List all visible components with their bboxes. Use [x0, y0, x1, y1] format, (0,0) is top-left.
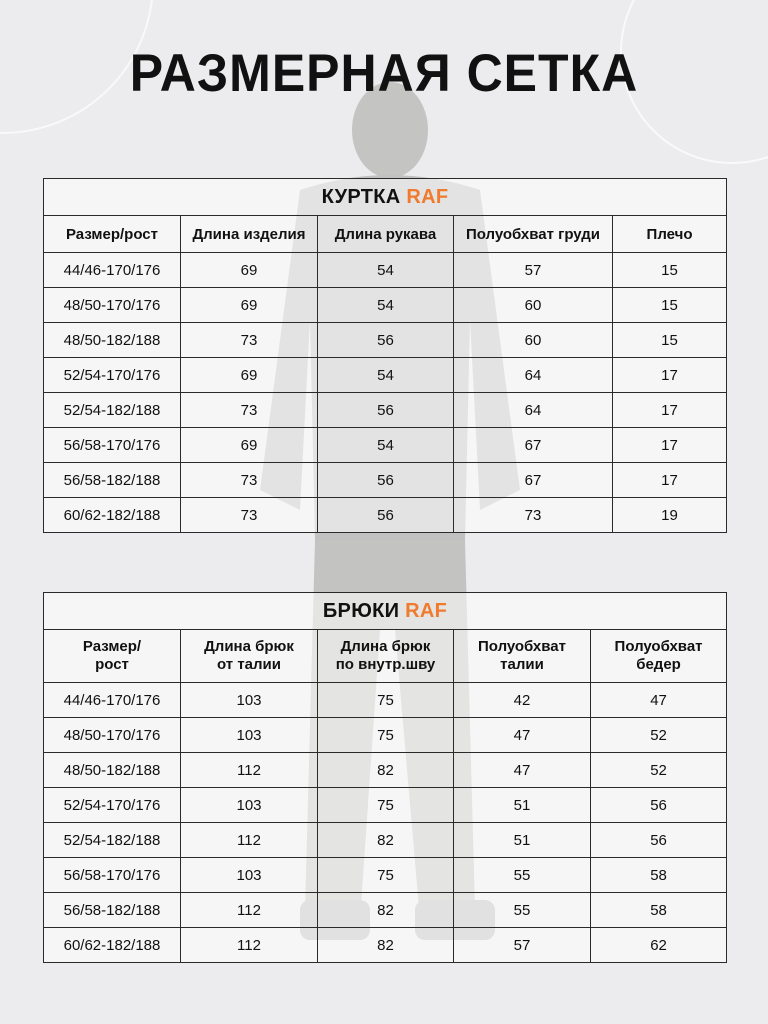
brand-name: RAF — [406, 185, 449, 208]
column-header: Размер/ рост — [44, 630, 181, 683]
pants-table-title — [44, 593, 727, 630]
table-caption-row — [44, 593, 727, 630]
table-row — [44, 928, 727, 963]
table-cell: 103 — [181, 718, 318, 753]
table-cell: 82 — [318, 823, 454, 858]
pants-size-table — [43, 592, 727, 963]
table-cell: 54 — [318, 428, 454, 463]
table-header-row — [44, 216, 727, 253]
table-cell: 64 — [454, 358, 613, 393]
table-cell: 69 — [181, 428, 318, 463]
table-cell: 82 — [318, 928, 454, 963]
table-cell: 73 — [181, 463, 318, 498]
jacket-table-title — [44, 179, 727, 216]
product-name: БРЮКИ — [322, 599, 400, 622]
table-cell: 69 — [181, 253, 318, 288]
table-cell: 54 — [318, 253, 454, 288]
table-cell: 60 — [454, 288, 613, 323]
table-cell: 52/54-170/176 — [44, 788, 181, 823]
table-cell: 75 — [318, 858, 454, 893]
table-cell: 48/50-170/176 — [44, 718, 181, 753]
table-row — [44, 788, 727, 823]
table-cell: 62 — [591, 928, 727, 963]
table-row — [44, 753, 727, 788]
table-cell: 56/58-170/176 — [44, 858, 181, 893]
table-cell: 56 — [591, 823, 727, 858]
table-cell: 55 — [454, 893, 591, 928]
table-cell: 57 — [454, 253, 613, 288]
table-cell: 47 — [454, 753, 591, 788]
table-cell: 75 — [318, 718, 454, 753]
table-cell: 55 — [454, 858, 591, 893]
table-cell: 56/58-170/176 — [44, 428, 181, 463]
table-cell: 57 — [454, 928, 591, 963]
table-cell: 44/46-170/176 — [44, 253, 181, 288]
table-cell: 56 — [318, 323, 454, 358]
table-cell: 103 — [181, 683, 318, 718]
table-cell: 73 — [181, 323, 318, 358]
table-row — [44, 718, 727, 753]
table-cell: 19 — [613, 498, 727, 533]
table-row — [44, 358, 727, 393]
table-cell: 15 — [613, 323, 727, 358]
table-cell: 60/62-182/188 — [44, 928, 181, 963]
column-header: Плечо — [613, 216, 727, 253]
table-cell: 56 — [591, 788, 727, 823]
table-cell: 47 — [454, 718, 591, 753]
table-cell: 112 — [181, 823, 318, 858]
table-cell: 75 — [318, 683, 454, 718]
table-cell: 60/62-182/188 — [44, 498, 181, 533]
table-cell: 54 — [318, 288, 454, 323]
table-cell: 103 — [181, 858, 318, 893]
table-cell: 73 — [181, 393, 318, 428]
table-row — [44, 463, 727, 498]
table-cell: 73 — [181, 498, 318, 533]
product-name: КУРТКА — [321, 185, 401, 208]
table-cell: 48/50-182/188 — [44, 323, 181, 358]
table-cell: 82 — [318, 753, 454, 788]
table-row — [44, 893, 727, 928]
table-cell: 52/54-170/176 — [44, 358, 181, 393]
column-header: Длина рукава — [318, 216, 454, 253]
table-row — [44, 323, 727, 358]
table-row — [44, 823, 727, 858]
table-cell: 56 — [318, 463, 454, 498]
column-header: Размер/рост — [44, 216, 181, 253]
table-cell: 47 — [591, 683, 727, 718]
table-row — [44, 858, 727, 893]
table-cell: 42 — [454, 683, 591, 718]
table-cell: 82 — [318, 893, 454, 928]
page-title: РАЗМЕРНАЯ СЕТКА — [129, 43, 639, 103]
table-cell: 54 — [318, 358, 454, 393]
table-header-row — [44, 630, 727, 683]
table-cell: 52 — [591, 718, 727, 753]
table-cell: 48/50-182/188 — [44, 753, 181, 788]
column-header: Полуобхват груди — [454, 216, 613, 253]
table-row — [44, 253, 727, 288]
table-cell: 69 — [181, 358, 318, 393]
table-cell: 75 — [318, 788, 454, 823]
table-cell: 56/58-182/188 — [44, 463, 181, 498]
column-header: Полуобхват талии — [454, 630, 591, 683]
table-row — [44, 683, 727, 718]
table-cell: 51 — [454, 788, 591, 823]
table-cell: 51 — [454, 823, 591, 858]
column-header: Длина брюк по внутр.шву — [318, 630, 454, 683]
table-cell: 15 — [613, 288, 727, 323]
table-cell: 52 — [591, 753, 727, 788]
table-cell: 17 — [613, 393, 727, 428]
table-cell: 56/58-182/188 — [44, 893, 181, 928]
table-cell: 17 — [613, 463, 727, 498]
table-cell: 58 — [591, 858, 727, 893]
table-cell: 112 — [181, 753, 318, 788]
table-cell: 52/54-182/188 — [44, 393, 181, 428]
table-cell: 112 — [181, 893, 318, 928]
table-cell: 15 — [613, 253, 727, 288]
table-cell: 73 — [454, 498, 613, 533]
brand-name: RAF — [405, 599, 448, 622]
table-cell: 64 — [454, 393, 613, 428]
table-caption-row — [44, 179, 727, 216]
jacket-size-table — [43, 178, 727, 533]
table-row — [44, 288, 727, 323]
table-cell: 17 — [613, 428, 727, 463]
table-cell: 60 — [454, 323, 613, 358]
table-cell: 17 — [613, 358, 727, 393]
table-cell: 44/46-170/176 — [44, 683, 181, 718]
column-header: Полуобхват бедер — [591, 630, 727, 683]
table-cell: 67 — [454, 463, 613, 498]
table-cell: 48/50-170/176 — [44, 288, 181, 323]
table-cell: 58 — [591, 893, 727, 928]
table-row — [44, 428, 727, 463]
table-cell: 56 — [318, 393, 454, 428]
table-cell: 69 — [181, 288, 318, 323]
table-cell: 56 — [318, 498, 454, 533]
table-cell: 103 — [181, 788, 318, 823]
table-row — [44, 498, 727, 533]
table-cell: 112 — [181, 928, 318, 963]
table-cell: 67 — [454, 428, 613, 463]
column-header: Длина изделия — [181, 216, 318, 253]
column-header: Длина брюк от талии — [181, 630, 318, 683]
table-cell: 52/54-182/188 — [44, 823, 181, 858]
table-row — [44, 393, 727, 428]
